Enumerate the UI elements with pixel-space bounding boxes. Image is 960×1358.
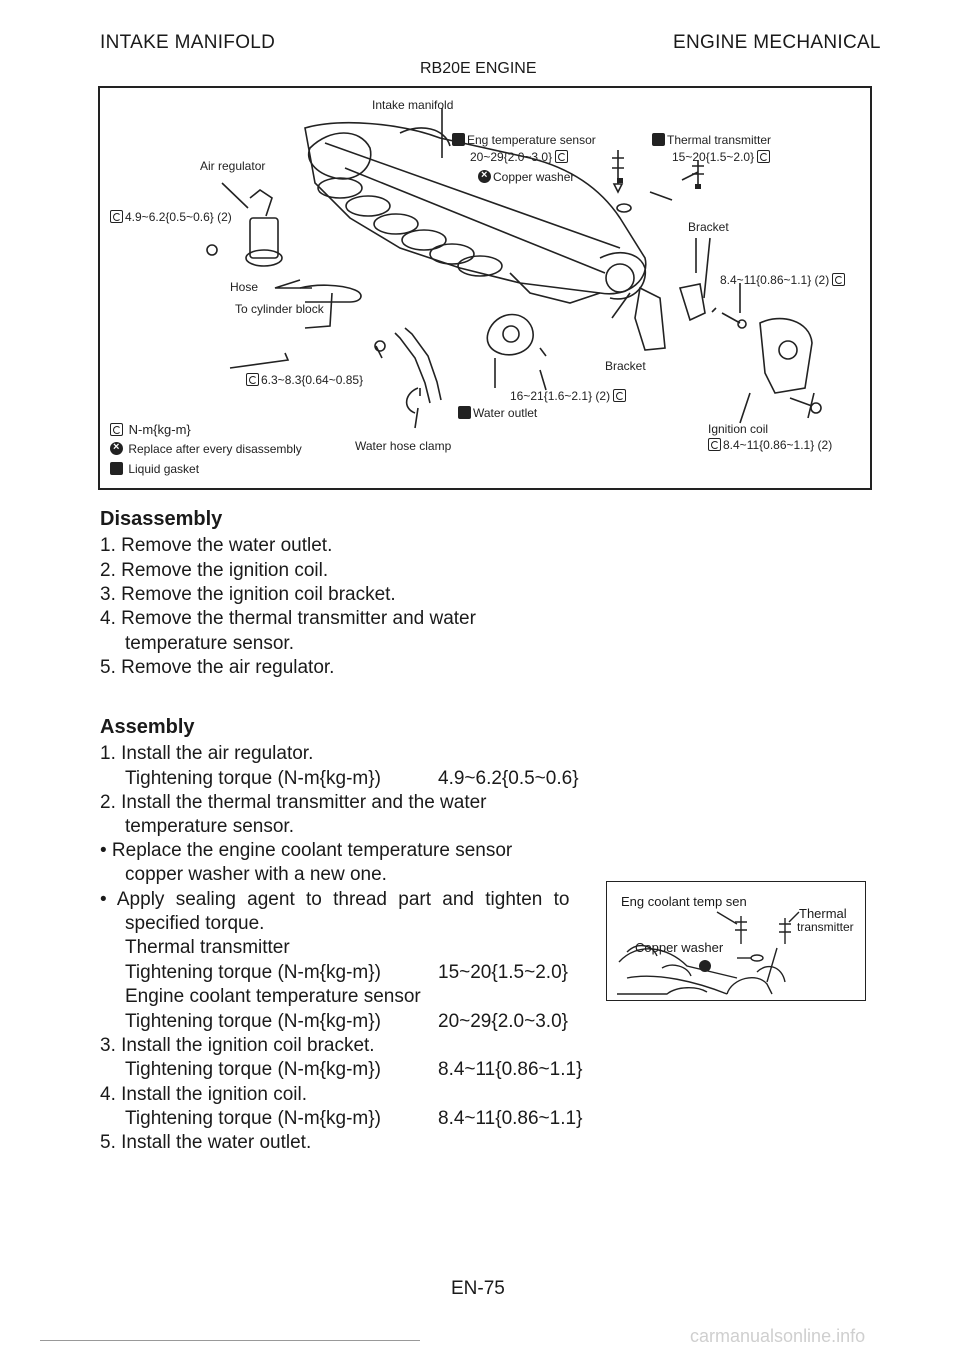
legend-torque: N-m{kg-m}	[110, 422, 191, 437]
label-bracket-torque: 8.4~11{0.86~1.1} (2)	[720, 273, 847, 287]
label-eng-temp-sensor: Eng temperature sensor	[452, 133, 596, 147]
label-thermal: Thermal	[799, 906, 847, 921]
torque-spec-label: Tightening torque (N-m{kg-m})	[125, 1108, 381, 1129]
replace-part-icon	[478, 170, 491, 183]
torque-wrench-icon	[832, 273, 845, 286]
label-water-hose-clamp: Water hose clamp	[355, 439, 452, 453]
torque-spec-label: Tightening torque (N-m{kg-m})	[125, 1011, 381, 1032]
torque-spec-value: 4.9~6.2{0.5~0.6}	[438, 768, 579, 789]
footer-rule	[40, 1340, 420, 1341]
label-to-cylinder-block: To cylinder block	[235, 302, 324, 316]
assembly-step: 5. Install the water outlet.	[100, 1132, 312, 1153]
label-outlet-torque: 16~21{1.6~2.1} (2)	[510, 389, 628, 403]
disassembly-step-continued: temperature sensor.	[125, 633, 294, 654]
legend-gasket: Liquid gasket	[110, 462, 199, 476]
torque-part-name: Engine coolant temperature sensor	[125, 986, 421, 1007]
label-thermal-torque: 15~20{1.5~2.0}	[672, 150, 772, 164]
torque-wrench-icon	[110, 210, 123, 223]
label-thermal-transmitter: Thermal transmitter	[652, 133, 771, 147]
torque-spec-label: Tightening torque (N-m{kg-m})	[125, 962, 381, 983]
assembly-step: 3. Install the ignition coil bracket.	[100, 1035, 375, 1056]
assembly-bullet-continued: specified torque.	[125, 913, 265, 934]
label-eng-temp-torque: 20~29{2.0~3.0}	[470, 150, 570, 164]
torque-wrench-icon	[708, 438, 721, 451]
label-copper-washer: ×Copper washer	[478, 170, 574, 184]
assembly-step-continued: temperature sensor.	[125, 816, 294, 837]
legend-replace: × Replace after every disassembly	[110, 442, 302, 456]
watermark: carmanualsonline.info	[690, 1326, 866, 1346]
header-section-title: INTAKE MANIFOLD	[100, 32, 276, 53]
label-copper-washer-detail: Copper washer	[635, 940, 724, 955]
disassembly-step: 3. Remove the ignition coil bracket.	[100, 584, 396, 605]
torque-spec-value: 8.4~11{0.86~1.1}	[438, 1059, 583, 1080]
assembly-bullet: • Apply sealing agent to thread part and tighten to	[100, 889, 570, 910]
liquid-gasket-icon	[110, 462, 123, 475]
torque-wrench-icon	[246, 373, 259, 386]
torque-spec-value: 8.4~11{0.86~1.1}	[438, 1108, 583, 1129]
disassembly-step: 4. Remove the thermal transmitter and water	[100, 608, 476, 629]
torque-spec-value: 20~29{2.0~3.0}	[438, 1011, 568, 1032]
liquid-gasket-icon	[652, 133, 665, 146]
torque-wrench-icon	[613, 389, 626, 402]
label-ignition-coil: Ignition coil	[708, 422, 769, 436]
label-ignition-torque: 8.4~11{0.86~1.1} (2)	[708, 438, 832, 452]
torque-spec-value: 15~20{1.5~2.0}	[438, 962, 568, 983]
torque-wrench-icon	[555, 150, 568, 163]
liquid-gasket-icon	[452, 133, 465, 146]
torque-wrench-icon	[757, 150, 770, 163]
header-chapter-title: ENGINE MECHANICAL	[673, 32, 881, 53]
label-hose: Hose	[230, 280, 259, 294]
label-air-regulator: Air regulator	[200, 159, 266, 173]
liquid-gasket-icon	[458, 406, 471, 419]
disassembly-step: 1. Remove the water outlet.	[100, 535, 333, 556]
torque-part-name: Thermal transmitter	[125, 937, 290, 958]
assembly-bullet: • Replace the engine coolant temperature sensor	[100, 840, 513, 861]
assembly-heading: Assembly	[100, 716, 195, 738]
disassembly-step: 2. Remove the ignition coil.	[100, 560, 329, 581]
replace-part-icon	[110, 442, 123, 455]
torque-wrench-icon	[110, 423, 123, 436]
label-air-regulator-torque: 4.9~6.2{0.5~0.6} (2)	[110, 210, 232, 224]
disassembly-step: 5. Remove the air regulator.	[100, 657, 335, 678]
torque-spec-label: Tightening torque (N-m{kg-m})	[125, 768, 381, 789]
exploded-view-figure	[98, 86, 872, 490]
sensor-detail-figure	[606, 881, 866, 1001]
header-engine-model: RB20E ENGINE	[420, 60, 537, 77]
assembly-step: 2. Install the thermal transmitter and the water	[100, 792, 487, 813]
label-bracket-mid: Bracket	[605, 359, 646, 373]
assembly-step: 1. Install the air regulator.	[100, 743, 314, 764]
label-intake-manifold: Intake manifold	[372, 98, 454, 112]
assembly-step: 4. Install the ignition coil.	[100, 1084, 308, 1105]
label-clamp-torque: 6.3~8.3{0.64~0.85}	[246, 373, 363, 387]
torque-spec-label: Tightening torque (N-m{kg-m})	[125, 1059, 381, 1080]
page-number: EN-75	[451, 1278, 505, 1299]
label-transmitter: transmitter	[797, 920, 854, 934]
label-water-outlet: Water outlet	[458, 406, 537, 420]
label-bracket-top: Bracket	[688, 220, 729, 234]
assembly-bullet-continued: copper washer with a new one.	[125, 864, 387, 885]
disassembly-heading: Disassembly	[100, 508, 223, 530]
label-eng-coolant-temp-sen: Eng coolant temp sen	[621, 894, 747, 909]
